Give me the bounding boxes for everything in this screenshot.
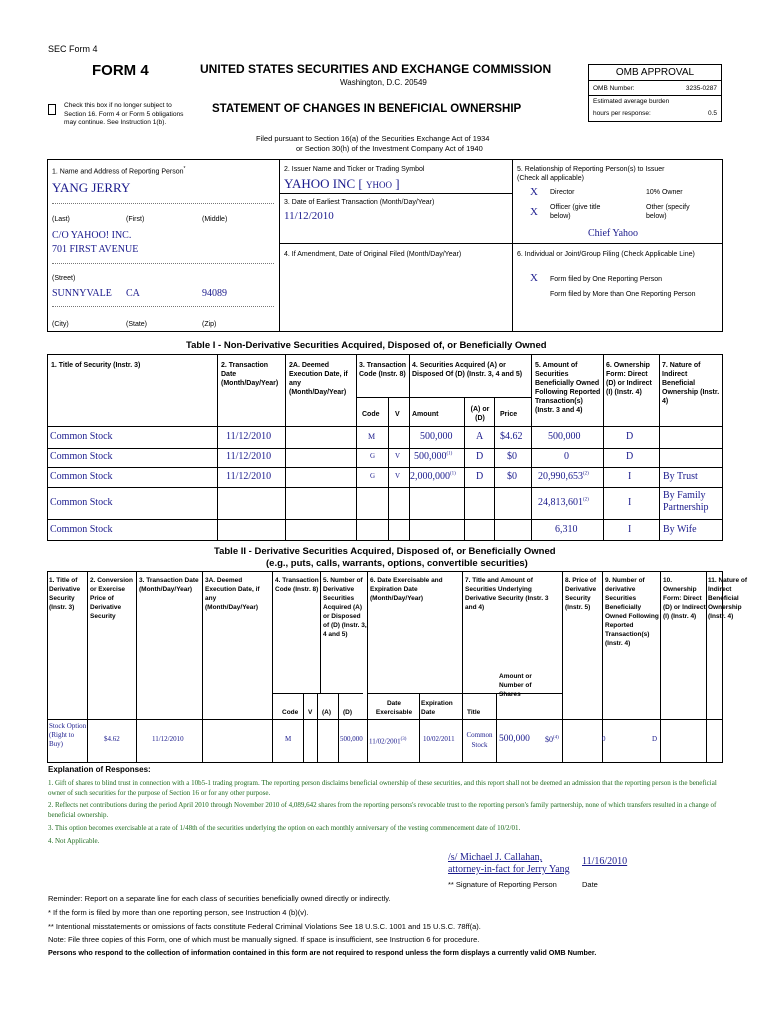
filed-line1: Filed pursuant to Section 16(a) of the Securities Exchange Act of 1934 [256,134,490,143]
t2-underlying-amount: 500,000 [499,734,530,744]
t1-price: $0 [507,471,517,482]
t1-code: G [370,472,376,480]
t1-security-title: Common Stock [50,524,113,535]
t2-h11: 11. Nature of Indirect Beneficial Ownership (Instr. 4) [708,577,748,620]
t2-price: $0$^{(4)}$ [545,735,559,744]
t1-security-title: Common Stock [50,451,113,462]
t2-h3a: 3A. Deemed Execution Date, if any (Month/Day/Year) [205,577,260,611]
t2-conversion-price: $4.62 [104,735,120,743]
t1-h7: 7. Nature of Indirect Beneficial Ownership (Instr. 4) [662,362,720,405]
omb-hours-label: hours per response: [593,110,651,117]
t1-code: G [370,452,376,460]
address-line2: 701 FIRST AVENUE [52,244,139,255]
table2-subtitle: (e.g., puts, calls, warrants, options, convertible securities) [266,558,528,569]
ten-pct-label: 10% Owner [646,189,683,196]
t2-h7: 7. Title and Amount of Securities Underlying Derivative Security (Instr. 3 and 4) [465,577,549,611]
checkbox-text: Check this box if no longer subject to Section 16. Form 4 or Form 5 obligations may continue. See Instruction 1(b). [64,102,184,126]
address-line1: C/O YAHOO! INC. [52,230,132,241]
issuer-name: YAHOO INC [ YHOO ] [284,176,400,191]
director-mark: X [530,186,538,198]
t1-security-title: Common Stock [50,431,113,442]
t1-owned: 0 [564,451,569,462]
t1-form: I [628,497,632,508]
officer-title: Chief Yahoo [588,228,639,239]
omb-number-value: 3235-0287 [685,85,717,92]
sec-form-label: SEC Form 4 [48,44,98,54]
city-value: SUNNYVALE [52,288,112,299]
first-label: (First) [126,216,145,223]
signature-line2: attorney-in-fact for Jerry Yang [448,864,570,875]
one-person-label: Form filed by One Reporting Person [550,276,663,283]
omb-number-label: OMB Number: [593,85,635,92]
t2-h5: 5. Number of Derivative Securities Acquired (A) or Disposed of (D) (Instr. 3, 4 and 5) [323,577,367,638]
box2-label: 2. Issuer Name and Ticker or Trading Symbol [284,166,425,173]
filed-line2: or Section 30(h) of the Investment Company Act of 1940 [296,144,483,153]
t1-aord: A [476,431,484,442]
t2-sub-amount: Amount or Number of Shares [499,673,532,698]
footer-intentional: ** Intentional misstatements or omissions of facts constitute Federal Criminal Violations See 18 U.S.C. 1001 and 15 U.S.C. 78ff(a). [48,922,481,931]
t2-h1: 1. Title of Derivative Security (Instr. 3) [49,577,81,611]
t2-h2: 2. Conversion or Exercise Price of Derivative Security [90,577,133,620]
ticker: YHOO [365,180,392,190]
box5-label: 5. Relationship of Reporting Person(s) to Issuer [517,166,665,173]
box1-label: 1. Name and Address of Reporting Person* [52,166,186,176]
table1-title: Table I - Non-Derivative Securities Acquired, Disposed of, or Beneficially Owned [186,340,547,351]
middle-label: (Middle) [202,216,228,223]
t1-owned: 20,990,653$^{(2)}$ [538,471,589,482]
t2-sub-exercisable: Date Exercisable [375,700,413,716]
t2-owned: 0 [602,735,606,743]
t1-owned: 6,310 [555,524,578,535]
t1-sub-price: Price [500,411,518,418]
other-label: Other (specify below) [646,204,690,220]
street-label: (Street) [52,275,76,282]
t2-underlying-title: Common Stock [466,731,493,749]
box4-label: 4. If Amendment, Date of Original Filed (Month/Day/Year) [284,251,462,258]
officer-label: Officer (give title below) [550,204,601,220]
t1-h6: 6. Ownership Form: Direct (D) or Indirect (I) (Instr. 4) [606,362,652,396]
t1-nature: By Wife [663,524,697,535]
signature-date: 11/16/2010 [582,856,628,867]
t2-form: D [652,735,658,743]
t2-h8: 8. Price of Derivative Security (Instr. 5) [565,577,597,611]
t1-h3: 3. Transaction Code (Instr. 8) [359,362,407,378]
t1-v: V [395,452,401,460]
t1-v: V [395,472,401,480]
t1-aord: D [476,471,484,482]
t2-sub-d: (D) [343,709,353,716]
officer-mark: X [530,206,538,218]
last-label: (Last) [52,216,70,223]
t2-code: M [285,735,292,743]
footnote-2: 2. Reflects net contributions during the period April 2010 through November 2010 of 4,089,642 shares from the reporting persons's revocable trust to the reporting person's family partnership, none of which transfers resulted in a change of beneficial ownership. [48,801,717,819]
state-value: CA [126,288,140,299]
t1-sub-amount: Amount [412,411,439,418]
box6-label: 6. Individual or Joint/Group Filing (Check Applicable Line) [517,251,695,258]
omb-box [588,64,722,122]
t1-form: I [628,471,632,482]
city-label: (City) [52,321,69,328]
more-persons-label: Form filed by More than One Reporting Person [550,291,696,298]
t2-h9: 9. Number of derivative Securities Beneficially Owned Following Reported Transaction(s) (Instr. 4) [605,577,659,647]
t1-form: D [626,451,634,462]
date-label: Date [582,880,598,889]
t1-security-title: Common Stock [50,471,113,482]
state-label: (State) [126,321,148,328]
footnote-1: 1. Gift of shares to blind trust in connection with a 10b5-1 trading program. The reporting person disclaims beneficial ownership of these securities, and this report shall not be deemed an admission that the reporting person is the beneficial owner of such securities for the purpose of Section 16 or for any other purpose. [48,779,717,797]
t1-price: $0 [507,451,517,462]
t2-sub-a: (A) [322,709,332,716]
zip-value: 94089 [202,288,227,299]
one-person-mark: X [530,272,538,284]
reporting-person-name: YANG JERRY [52,180,131,195]
t1-aord: D [476,451,484,462]
t1-owned: 500,000 [548,431,581,442]
zip-label: (Zip) [202,321,217,328]
footer-note: Note: File three copies of this Form, one of which must be manually signed. If space is insufficient, see Instruction 6 for procedure. [48,935,480,944]
t1-amount: 2,000,000$^{(1)}$ [410,471,456,482]
t2-expiration: 10/02/2011 [423,735,455,743]
footer-persons: Persons who respond to the collection of information contained in this form are not required to respond unless the form displays a currently valid OMB Number. [48,948,597,957]
t1-h4: 4. Securities Acquired (A) or Disposed Of (D) (Instr. 3, 4 and 5) [412,362,523,378]
t1-h2: 2. Transaction Date (Month/Day/Year) [221,362,279,387]
omb-title: OMB APPROVAL [589,65,721,81]
signature-label: ** Signature of Reporting Person [448,880,557,889]
t1-h1: 1. Title of Security (Instr. 3) [51,362,141,369]
omb-hours-value: 0.5 [707,110,717,117]
footnote-3: 3. This option becomes exercisable at a rate of 1/48th of the securities underlying the option on each monthly anniversary of the vesting commencement date of 10/2/01. [48,824,521,832]
t1-code: M [368,432,376,441]
form-title: FORM 4 [92,62,149,79]
t1-amount: 500,000$^{(1)}$ [414,451,453,462]
t1-h2a: 2A. Deemed Execution Date, if any (Month/Day/Year) [289,362,348,396]
table2-title: Table II - Derivative Securities Acquired, Disposed of, or Beneficially Owned [214,546,556,557]
location: Washington, D.C. 20549 [340,78,427,87]
t1-sub-code: Code [362,411,380,418]
t1-nature: By Trust [663,471,698,482]
t2-h3: 3. Transaction Date (Month/Day/Year) [139,577,199,593]
t2-exercisable: 11/02/2001$^{(3)}$ [369,737,407,746]
t1-owned: 24,813,601$^{(2)}$ [538,497,589,508]
box3-label: 3. Date of Earliest Transaction (Month/Day/Year) [284,199,435,206]
t1-sub-aord: (A) or (D) [470,406,490,422]
t2-sub-v: V [308,709,313,716]
t2-sub-expiration: Expiration Date [421,700,453,716]
t2-h10: 10. Ownership Form: Direct (D) or Indirect (I) (Instr. 4) [663,577,706,620]
t1-date: 11/12/2010 [226,451,272,462]
t1-date: 11/12/2010 [226,431,272,442]
t2-security-title: Stock Option (Right to Buy) [49,722,87,748]
earliest-transaction-date: 11/12/2010 [284,210,334,222]
t1-date: 11/12/2010 [226,471,272,482]
t2-disposed: 500,000 [340,735,363,743]
footnote-4: 4. Not Applicable. [48,837,100,845]
t1-form: D [626,431,634,442]
omb-burden-label: Estimated average burden [593,98,670,105]
t2-h6: 6. Date Exercisable and Expiration Date (Month/Day/Year) [370,577,443,602]
t1-security-title: Common Stock [50,497,113,508]
footer-reminder: Reminder: Report on a separate line for each class of securities beneficially owned directly or indirectly. [48,894,391,903]
commission-title: UNITED STATES SECURITIES AND EXCHANGE COMMISSION [200,62,552,76]
signature-line1: /s/ Michael J. Callahan, [448,852,543,863]
box5-sublabel: (Check all applicable) [517,175,584,182]
t1-amount: 500,000 [420,431,453,442]
no-longer-subject-checkbox[interactable] [48,104,56,117]
t2-transaction-date: 11/12/2010 [152,735,184,743]
t1-h5: 5. Amount of Securities Beneficially Owned Following Reported Transaction(s) (Instr. 3 and 4) [535,362,601,414]
t2-h4: 4. Transaction Code (Instr. 8) [275,577,319,593]
director-label: Director [550,189,575,196]
t1-nature: By Family Partnership [663,490,709,513]
statement-title: STATEMENT OF CHANGES IN BENEFICIAL OWNERSHIP [212,103,522,115]
t1-form: I [628,524,632,535]
t1-price: $4.62 [500,431,523,442]
t1-sub-v: V [395,411,400,418]
t2-sub-title: Title [467,709,481,716]
footer-star-note: * If the form is filed by more than one reporting person, see Instruction 4 (b)(v). [48,908,309,917]
t2-sub-code: Code [282,709,299,716]
explanation-heading: Explanation of Responses: [48,765,151,774]
